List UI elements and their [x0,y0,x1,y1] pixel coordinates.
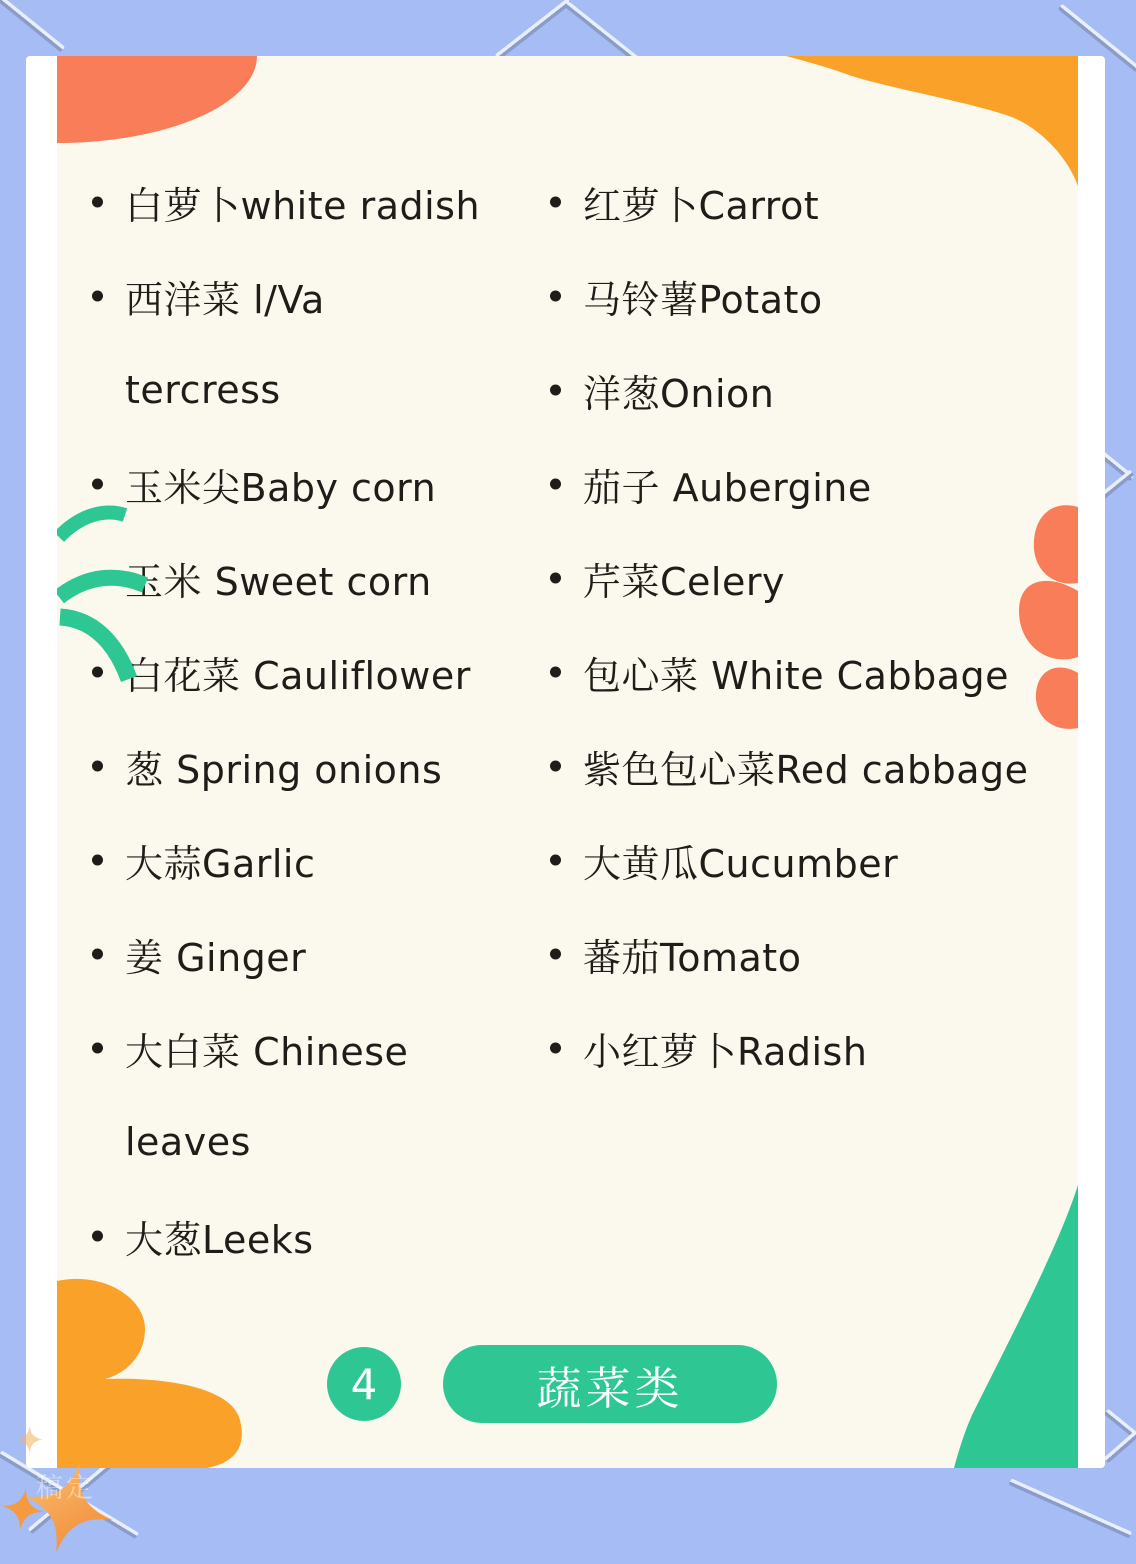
vocab-item [90,437,552,531]
vocab-item [548,907,1078,1001]
vocab-line: 西洋菜 l/Va [125,249,552,343]
decoration-arcs-left [57,505,149,700]
vocab-item [548,625,1078,719]
category-pill [443,1345,777,1423]
bullet-dot [550,479,561,490]
bullet-dot [92,761,103,772]
content-card [26,56,1105,1468]
category-label: 蔬菜类 [536,1361,684,1415]
vocab-line: 大黄瓜Cucumber [583,813,1078,907]
vocab-item [90,1001,552,1189]
vocab-line: 马铃薯Potato [583,249,1078,343]
vocab-item [548,813,1078,907]
vocab-line: 大白菜 Chinese [125,1001,552,1095]
vocab-line: 姜 Ginger [125,907,552,1001]
bullet-dot [550,855,561,866]
page-number-badge [327,1347,401,1421]
lattice-line [1009,1478,1132,1538]
vocab-item [90,155,552,249]
vocab-item [90,719,552,813]
bullet-dot [92,949,103,960]
vocab-line: 玉米尖Baby corn [125,437,552,531]
vocab-item [548,719,1078,813]
vocab-line: 茄子 Aubergine [583,437,1078,531]
vocab-line: 白萝卜white radish [125,155,552,249]
vocab-item [90,1189,552,1283]
vocab-line: 红萝卜Carrot [583,155,1078,249]
bullet-dot [550,197,561,208]
vocab-line: tercress [125,368,281,412]
vocab-column-right [548,155,1078,1095]
bullet-dot [92,291,103,302]
vocab-item [90,813,552,907]
decoration-sail-bottom-right [952,1185,1078,1468]
watermark-text: 稿定 [36,1473,96,1504]
bullet-dot [550,949,561,960]
vocab-line: 白花菜 Cauliflower [125,625,552,719]
vocab-item [548,531,1078,625]
vocab-line: 洋葱Onion [583,343,1078,437]
bullet-dot [550,385,561,396]
vocab-item [90,907,552,1001]
bullet-dot [92,1231,103,1242]
bullet-dot [92,1043,103,1054]
vocab-line: 小红萝卜Radish [583,1001,1078,1095]
sparkle-icon [16,1426,43,1453]
decoration-blob-bottom-left [57,1277,252,1468]
vocab-line: 蕃茄Tomato [583,907,1078,1001]
decoration-petals-right [1006,497,1078,737]
vocab-item [548,1001,1078,1095]
vocab-line: 芹菜Celery [583,531,1078,625]
bullet-dot [550,1043,561,1054]
page-number: 4 [350,1359,378,1409]
vocab-line: 大蒜Garlic [125,813,552,907]
vocab-line: 大葱Leeks [125,1189,552,1283]
vocab-item [90,625,552,719]
vocab-item [90,249,552,437]
vocab-line: 葱 Spring onions [125,719,552,813]
vocab-line: 玉米 Sweet corn [125,531,552,625]
bullet-dot [92,197,103,208]
bullet-dot [550,761,561,772]
vocab-item [548,343,1078,437]
vocab-line: 包心菜 White Cabbage [583,625,1078,719]
lattice-line [495,0,572,60]
bullet-dot [550,573,561,584]
vocab-item [548,437,1078,531]
vocab-item [90,531,552,625]
lattice-line [1104,1432,1136,1464]
decoration-wave-top-right [786,56,1078,188]
vocab-line: leaves [125,1120,251,1164]
bullet-dot [550,291,561,302]
lattice-line [0,0,65,52]
decoration-blob-top-left [57,56,257,143]
cream-panel [57,56,1078,1468]
vocab-line: 紫色包心菜Red cabbage [583,719,1078,813]
vocab-column-left [90,155,552,1283]
bullet-dot [550,667,561,678]
bullet-dot [92,479,103,490]
vocab-item [548,249,1078,343]
bullet-dot [92,855,103,866]
